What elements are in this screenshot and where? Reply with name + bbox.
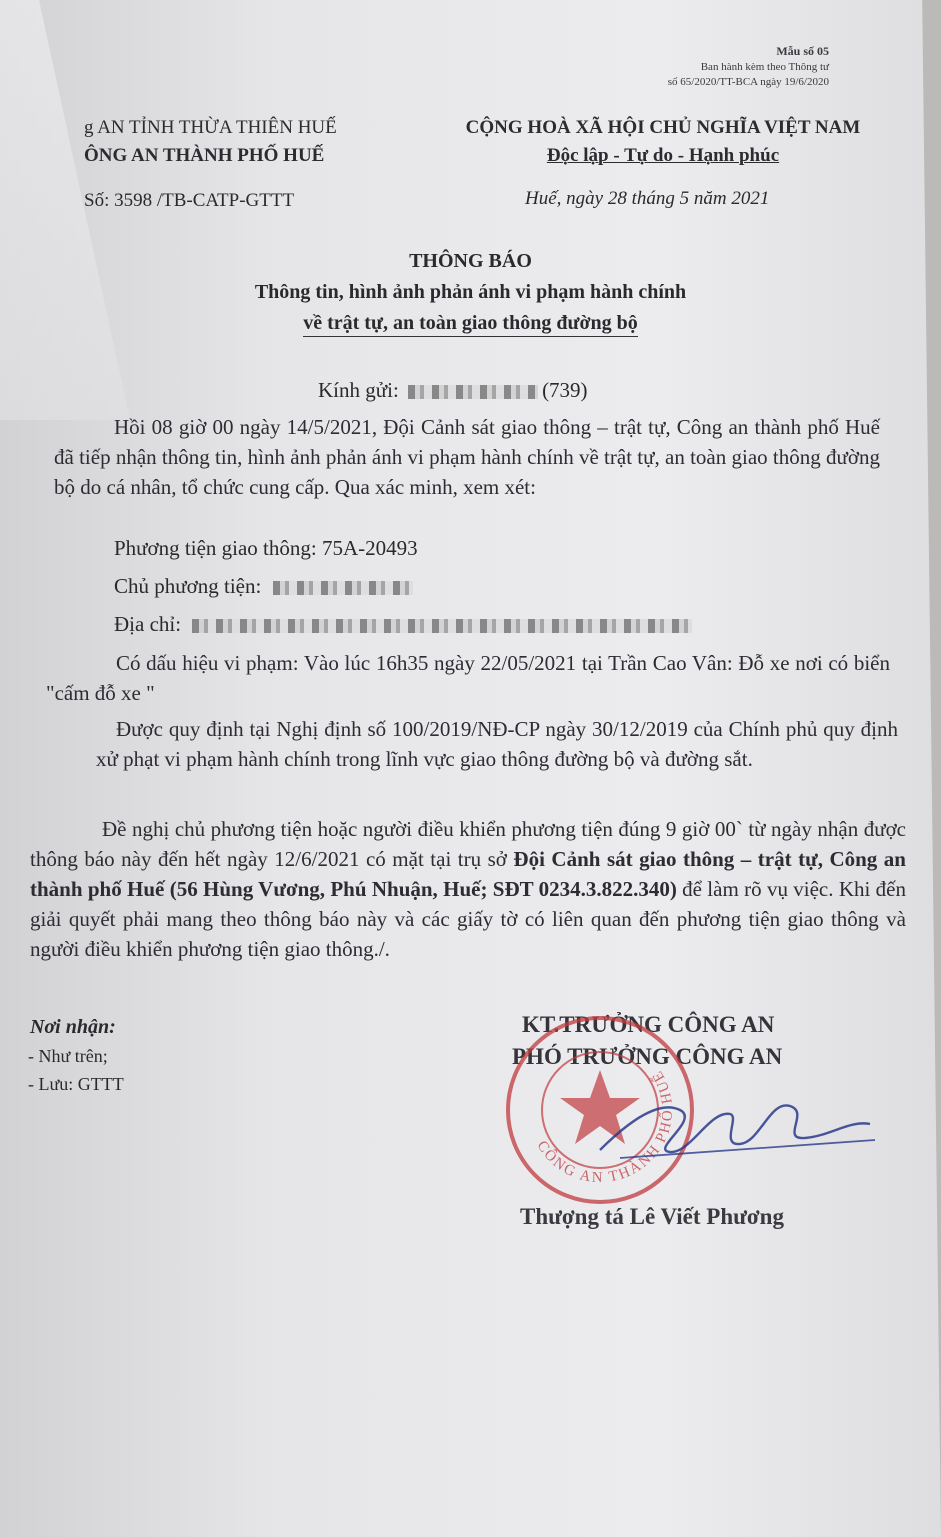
addressee-label: Kính gửi: [318, 378, 399, 402]
paragraph-regulation: Được quy định tại Nghị định số 100/2019/NĐ-CP ngày 30/12/2019 của Chính phủ quy định xử phạt vi phạm hành chính trong lĩnh vực giao thông đường bộ và đường sắt. [96, 717, 898, 771]
address-label: Địa chỉ: [114, 612, 182, 636]
form-reference [668, 44, 829, 90]
request-office: Đội Cảnh sát giao thông – trật tự, Công an thành phố Huế (56 Hùng Vương, Phú Nhuận, Huế; SĐT 0234.3.822.340) [30, 847, 906, 901]
agency-line-2: ÔNG AN THÀNH PHỐ HUẾ [84, 145, 325, 166]
signature-title-2: PHÓ TRƯỞNG CÔNG AN [512, 1044, 783, 1069]
signature-title-1: KT.TRƯỞNG CÔNG AN [522, 1012, 775, 1037]
handwritten-signature [590, 1080, 880, 1170]
vehicle-field: Phương tiện giao thông: 75A-20493 [114, 536, 418, 560]
addressee [318, 378, 588, 403]
seal-text: CÔNG AN THÀNH PHỐ HUẾ [533, 1066, 677, 1187]
redacted-name [408, 385, 538, 399]
country-name: CỘNG HOÀ XÃ HỘI CHỦ NGHĨA VIỆT NAM [465, 117, 861, 138]
redacted-address [192, 619, 692, 633]
form-number: Mẫu số 05 [776, 44, 829, 58]
recipient-item: - Lưu: GTTT [28, 1074, 124, 1094]
request-text-2: để làm rõ vụ việc. Khi đến giải quyết phải mang theo thông báo này và các giấy tờ có liên quan đến phương tiện giao thông và người điều khiển phương tiện giao thông./. [30, 877, 906, 961]
document-subtitle-2 [0, 312, 941, 335]
paragraph-receipt: Hồi 08 giờ 00 ngày 14/5/2021, Đội Cảnh sát giao thông – trật tự, Công an thành phố Huế đã tiếp nhận thông tin, hình ảnh phản ánh vi phạm hành chính về trật tự, an toàn giao thông đường bộ do cá nhân, tổ chức cung cấp. Qua xác minh, xem xét: [54, 415, 880, 499]
form-issued-by: Ban hành kèm theo Thông tư [700, 61, 829, 73]
agency-line-1: g AN TỈNH THỪA THIÊN HUẾ [84, 117, 337, 138]
national-motto: Độc lập - Tự do - Hạnh phúc [546, 145, 780, 166]
subtitle-2-text: về trật tự, an toàn giao thông đường bộ [303, 312, 638, 337]
paragraph-request [30, 814, 906, 964]
request-text-1: Đề nghị chủ phương tiện hoặc người điều khiển phương tiện đúng 9 giờ 00` từ ngày nhận được thông báo này đến hết ngày 12/6/2021 có mặt tại trụ sở [30, 817, 906, 871]
signer-name: Thượng tá Lê Viết Phương [520, 1204, 784, 1229]
address-field [114, 612, 692, 637]
owner-field [114, 574, 413, 599]
owner-label: Chủ phương tiện: [114, 574, 262, 598]
issuing-agency [84, 114, 337, 170]
form-circular: số 65/2020/TT-BCA ngày 19/6/2020 [667, 76, 829, 88]
recipients-label: Nơi nhận: [30, 1016, 116, 1038]
document-date: Huế, ngày 28 tháng 5 năm 2021 [525, 188, 770, 209]
addressee-suffix: (739) [542, 378, 588, 402]
document-title: THÔNG BÁO [409, 250, 532, 272]
document-number: Số: 3598 /TB-CATP-GTTT [84, 190, 295, 211]
document-subtitle-1: Thông tin, hình ảnh phản ánh vi phạm hành chính [254, 281, 687, 303]
paragraph-violation: Có dấu hiệu vi phạm: Vào lúc 16h35 ngày 22/05/2021 tại Trần Cao Vân: Đỗ xe nơi có biển "cấm đỗ xe " [46, 651, 890, 705]
redacted-owner [273, 581, 413, 595]
national-heading [430, 114, 896, 170]
recipient-item: - Như trên; [28, 1046, 108, 1066]
